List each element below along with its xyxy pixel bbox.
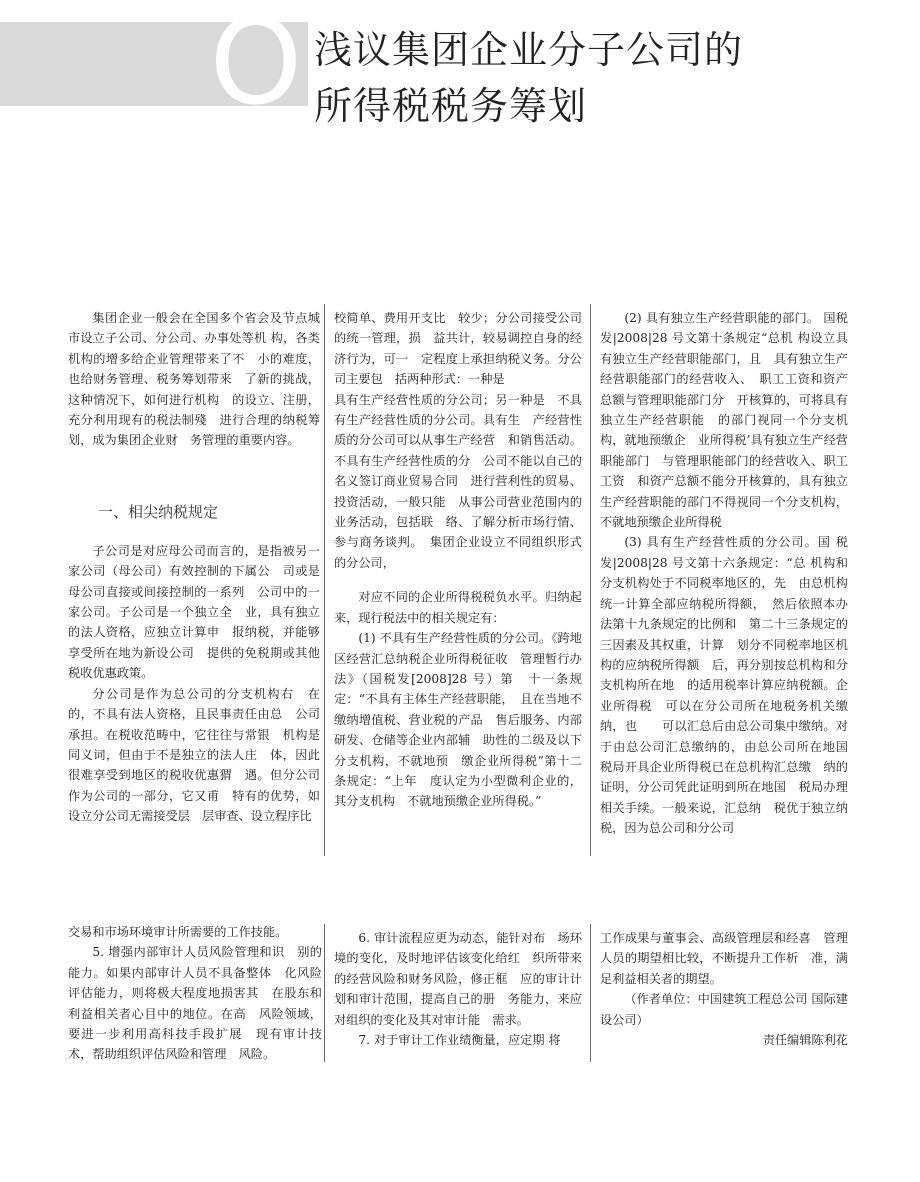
article-column-3 bbox=[600, 308, 873, 839]
column-divider-3 bbox=[324, 924, 325, 1062]
point-5-paragraph: 5. 增强内部审计人员风险管理和识 别的能力。如果内部审计人员不具备整体 化风险评估能力，则将极大程度地损害其 在股东和利益相关者心目中的地位。在高 风险领域，要进一步利用高科技手段扩展 现有审计技术，帮助组织评估风险和管理 风险。 bbox=[68, 945, 322, 1062]
expectation-paragraph: 工作成果与董事会、高级管理层和经喜 管理人员的期望相比较，不断提升工作析 准，满足利益相关者的期望。 bbox=[600, 931, 848, 986]
article-column-1 bbox=[68, 308, 320, 827]
responsible-editor: 责任编辑陈利花 bbox=[762, 1033, 848, 1048]
rule-2-paragraph: (2) 具有独立生产经营职能的部门。 国税发|2008|28 号文第十条规定“总机 构设立具有独立生产经营职能部门，且 具有独立生产经营职能部门的经营收入、 职工工资和资产总额与管理职能部门分 开核算的，可将具有独立生产经营职能 的部门视同一个分支机构，就地预缴企 业所得税’具有独立生产经营职能部门 与管理职能部门的经营收入、职工工资 和资产总额不能分开核算的，具有独立 生产经营职能的部门不得视同一个分支机构，不就地预缴企业所得税 bbox=[600, 311, 873, 530]
continuation-text: 交易和市场环境审计所需要的工作技能。 bbox=[68, 925, 288, 939]
article-column-2 bbox=[334, 308, 582, 812]
rules-intro-paragraph: 对应不同的企业所得税税负水平。归纳起来，现行税法中的相关规定有： bbox=[334, 590, 582, 625]
continuation-column-1 bbox=[68, 922, 322, 1065]
continuation-column-2 bbox=[334, 928, 582, 1050]
title-line-2: 所得税税务筹划 bbox=[314, 84, 588, 128]
column-divider-4 bbox=[590, 924, 591, 1062]
branch-types-paragraph: 具有生产经营性质的分公司；另一种是 不具有生产经营性质的分公司。具有生 产经营性质的分公司可以从事生产经营 和销售活动。不具有生产经营性质的分 公司不能以自己的名义签订商业贸易合同 进行营利性的贸易、投资活动，一般只能 从事公司营业范围内的业务活动，包括联 络、了解分析市场行情、参与商务谈判。 集团企业设立不同组织形式的分公司， bbox=[334, 392, 582, 570]
drop-letter-o: O bbox=[209, 0, 303, 131]
title-line-1: 浅议集团企业分子公司的 bbox=[314, 28, 744, 72]
column-divider-1 bbox=[324, 304, 325, 856]
author-affiliation: （作者单位：中国建筑工程总公司 国际建设公司） bbox=[600, 992, 848, 1027]
article-title bbox=[314, 22, 874, 134]
subsidiary-paragraph: 子公司是对应母公司而言的，是指被另一家公司（母公司）有效控制的下属公 司或是母公司直接或间接控制的一系列 公司中的一家公司。子公司是一个独立全 业，具有独立的法人资格，应独立计算申 报纳税，并能够享受所在地为新设公司 提供的免税期或其他税收优惠政策。 bbox=[68, 543, 320, 681]
intro-paragraph: 集团企业一般会在全国多个省会及节点城市设立子公司、分公司、办事处等机 构，各类机构的增多给企业管理带来了不 小的难度，也给财务管理、税务筹划带来 了新的挑战，这种情况下，如何进行机构 的设立、注册，充分利用现有的税法制殘 进行合理的纳税筹划，成为集团企业财 务管理的重要内容。 bbox=[68, 311, 320, 448]
column-divider-2 bbox=[590, 304, 591, 856]
branch-continued-paragraph: 校简单、费用开支比 较少；分公司接受公司的统一管理，损 益共计，较易调控自身的经济行为，可一 定程度上承担纳税义务。分公司主要包 括两种形式：一种是 bbox=[334, 311, 582, 387]
rule-1-paragraph: (1) 不具有生产经营性质的分公司。《跨地区经营汇总纳税企业所得税征收 管理暂行办法》（国税发[2008]28 号）第 十一条规定：“不具有主体生产经营职能， 且在当地不缴纳增值税、营业税的产品 售后服务、内部研发、仓储等企业内部辅 助性的二级及以下分支机构，不就地预 缴企业所得税”第十二条规定：“上年 度认定为小型微利企业的，其分支机构 不就地预缴企业所得税。” bbox=[334, 631, 582, 809]
branch-paragraph: 分公司是作为总公司的分支机构右 在的，不具有法人资格，且民事责任由总 公司承担。在税收范畴中，它往往与常银 机构是同义词，但由于不是独立的法人庄 体，因此很难享受到地区的税收优惠猬 遇。但分公司作为公司的一部分，它又甫 特有的优势，如设立分公司无需接受层 层审查、设立程序比 bbox=[68, 686, 320, 824]
point-6-paragraph: 6. 审计流程应更为动态，能针对布 场环境的变化，及时地评估该变化给红 织所带来的经营风险和财务风险，修正框 应的审计计划和审计范围，提高自己的册 务能力，来应对组织的变化及其对审计能 需求。 bbox=[334, 931, 582, 1027]
continuation-column-3 bbox=[600, 928, 848, 1050]
rule-3-paragraph: (3) 具有生产经营性质的分公司。国 税发|2008|28 号文第十六条规定：“总 机构和分支机构处于不同税率地区的，先 由总机构统一计算全部应纳税所得额， 然后依照本办法第十九条规定的比例和 第二十三条规定的三因素及其权重，计算 划分不同税率地区机构的应纳税所得额 后，再分别按总机构和分支机构所在地 的适用税率计算应纳税额。企业所得税 可以在分公司所在地税务机关缴纳，也 可以汇总后由总公司集中缴纳。对于由总公司汇总缴纳的，由总公司所在地国 税局开具企业所得税已在总机构汇总缴 纳的证明，分公司凭此证明到所在地国 税局办理相关手续。一般来说，汇总纳 税优于独立纳税，因为总公司和分公司 bbox=[600, 535, 861, 836]
point-7-paragraph: 7. 对于审计工作业绩衡量，应定期 将 bbox=[358, 1033, 561, 1048]
section-heading: 一、相尖纳税规定 bbox=[98, 502, 219, 521]
